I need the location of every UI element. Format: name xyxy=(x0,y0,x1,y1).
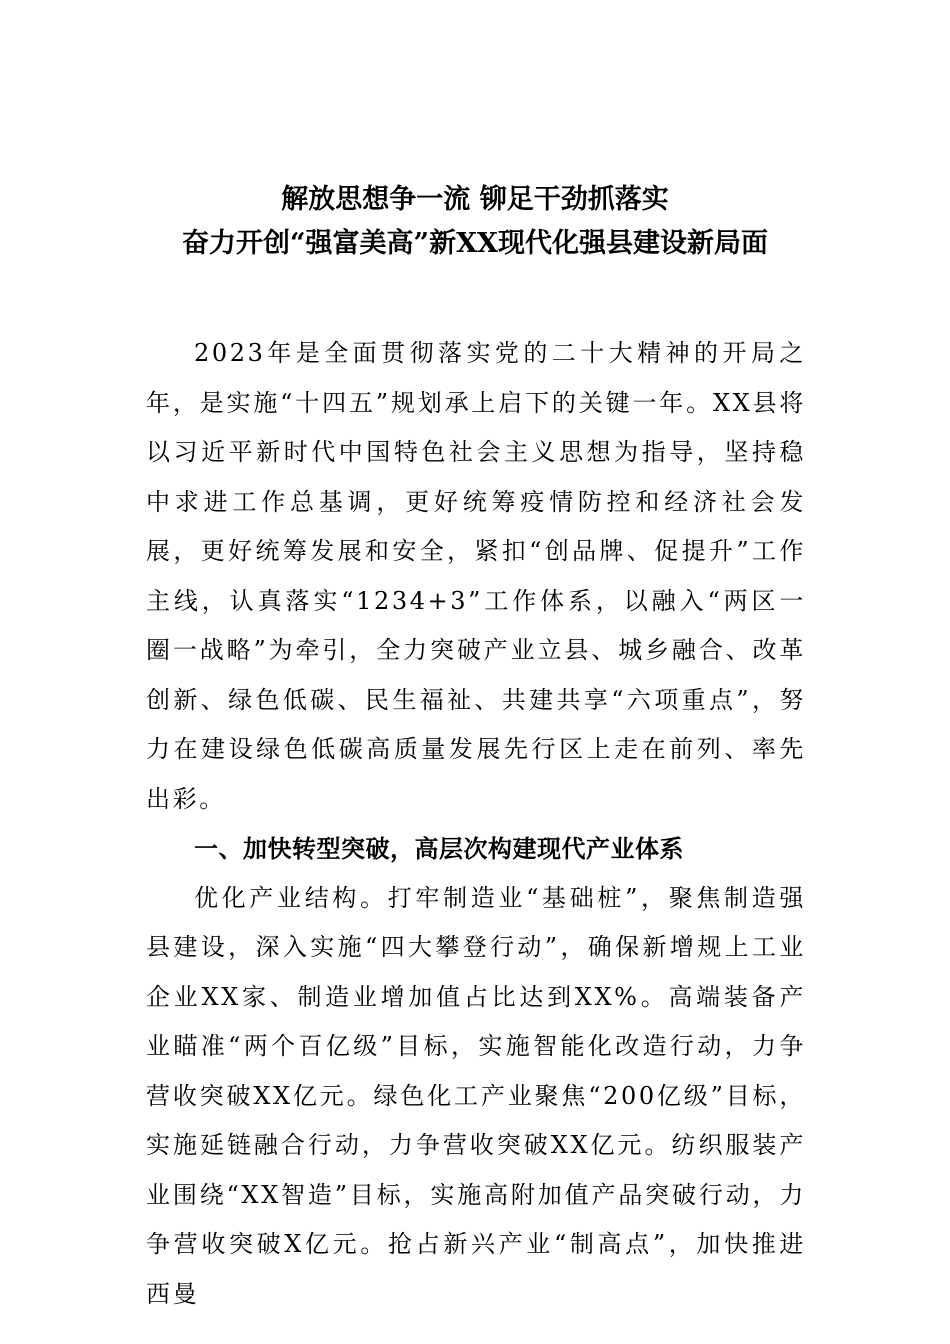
paragraph-intro: 2023年是全面贯彻落实党的二十大精神的开局之年，是实施“十四五”规划承上启下的关键一年。XX县将以习近平新时代中国特色社会主义思想为指导，坚持稳中求进工作总基调，更好统筹疫情防控和经济社会发展，更好统筹发展和安全，紧扣“创品牌、促提升”工作主线，认真落实“1234+3”工作体系，以融入“两区一圈一战略”为牵引，全力突破产业立县、城乡融合、改革创新、绿色低碳、民生福祉、共建共享“六项重点”，努力在建设绿色低碳高质量发展先行区上走在前列、率先出彩。 xyxy=(146,339,806,813)
document-title xyxy=(0,178,950,266)
document-body xyxy=(146,329,806,1319)
section-heading-1: 一、加快转型突破，高层次构建现代产业体系 xyxy=(194,834,684,863)
title-line-2: 奋力开创“强富美高”新XX现代化强县建设新局面 xyxy=(182,228,768,259)
paragraph-industry: 优化产业结构。打牢制造业“基础桩”，聚焦制造强县建设，深入实施“四大攀登行动”，确保新增规上工业企业XX家、制造业增加值占比达到XX%。高端装备产业瞄准“两个百亿级”目标，实施智能化改造行动，力争营收突破XX亿元。绿色化工产业聚焦“200亿级”目标，实施延链融合行动，力争营收突破XX亿元。纺织服装产业围绕“XX智造”目标，实施高附加值产品突破行动，力争营收突破X亿元。抢占新兴产业“制高点”，加快推进西曼 xyxy=(146,883,806,1308)
title-line-1: 解放思想争一流 铆足干劲抓落实 xyxy=(281,184,669,215)
